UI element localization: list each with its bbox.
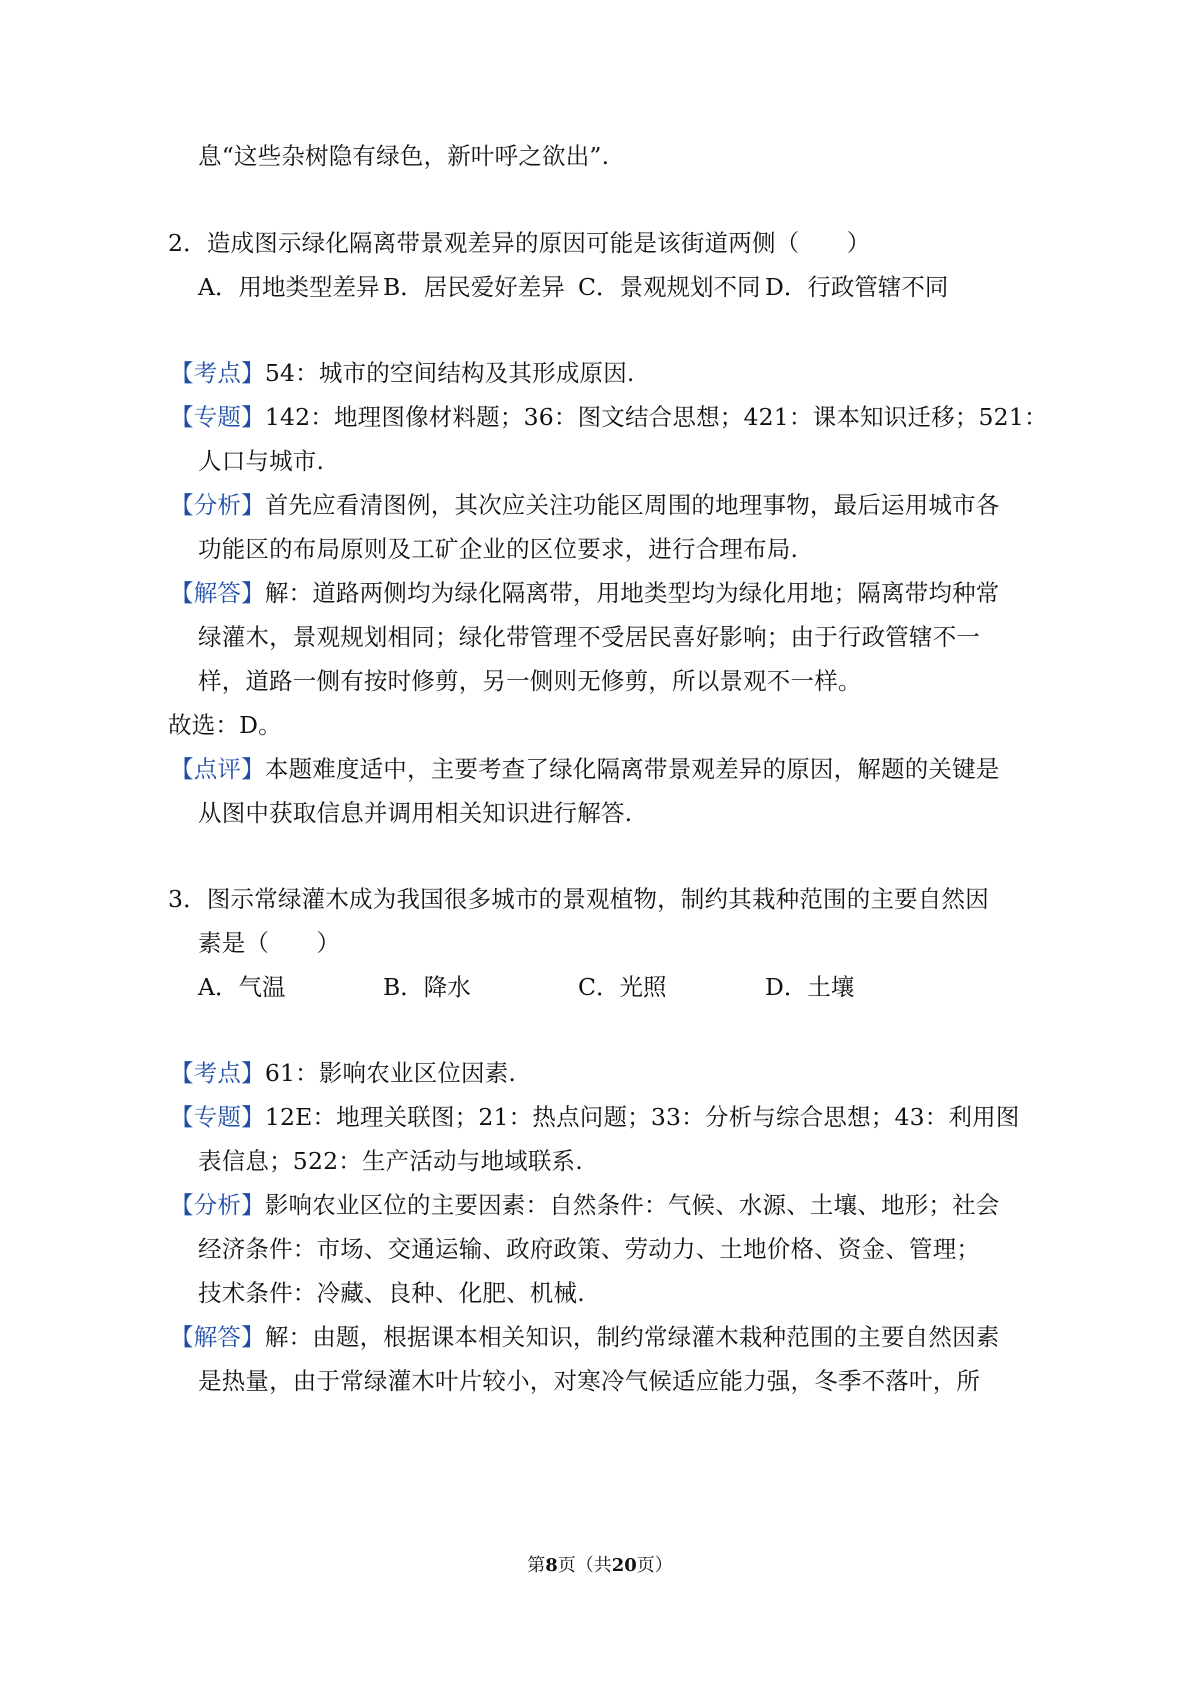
q2-dianping-cont: 从图中获取信息并调用相关知识进行解答. [198,799,633,827]
q3-fenxi [170,1190,1000,1220]
q2-jieda [170,578,1000,608]
q2-stem: 2．造成图示绿化隔离带景观差异的原因可能是该街道两侧（ ） [168,229,871,257]
footer-total-pages: 20 [611,1555,637,1576]
kaodian-tag: 【考点】 [170,359,265,387]
zhuanti-tag: 【专题】 [170,1103,265,1131]
zhuanti-tag: 【专题】 [170,403,265,431]
q2-jieda-cont-1: 绿灌木，景观规划相同；绿化带管理不受居民喜好影响；由于行政管辖不一 [198,623,981,651]
q3-zhuanti-cont: 表信息；522：生产活动与地域联系. [198,1147,583,1175]
q3-option-d: D．土壤 [765,973,855,1001]
q2-fenxi [170,490,1000,520]
q3-option-c: C．光照 [578,973,667,1001]
page-footer [0,1554,1200,1578]
continuation-line: 息“这些杂树隐有绿色，新叶呼之欲出”. [198,142,610,170]
q3-zhuanti [170,1102,1020,1132]
fenxi-tag: 【分析】 [170,491,265,519]
q3-jieda [170,1322,1000,1352]
q2-option-d: D．行政管辖不同 [765,273,949,301]
q2-kaodian [170,358,635,388]
zhuanti-text: 12E：地理关联图；21：热点问题；33：分析与综合思想；43：利用图 [264,1103,1020,1131]
q2-option-b: B．居民爱好差异 [383,273,565,301]
footer-prefix: 第 [527,1555,546,1576]
fenxi-text: 首先应看清图例，其次应关注功能区周围的地理事物，最后运用城市各 [264,491,1000,519]
q2-option-c: C．景观规划不同 [578,273,761,301]
q2-fenxi-cont: 功能区的布局原则及工矿企业的区位要求，进行合理布局. [198,535,799,563]
footer-mid: 页（共 [557,1555,612,1576]
q3-option-b: B．降水 [383,973,471,1001]
jieda-text: 解：由题，根据课本相关知识，制约常绿灌木栽种范围的主要自然因素 [264,1323,1000,1351]
q3-fenxi-cont-2: 技术条件：冷藏、良种、化肥、机械. [198,1279,585,1307]
dianping-text: 本题难度适中，主要考查了绿化隔离带景观差异的原因，解题的关键是 [264,755,1000,783]
q3-stem: 3．图示常绿灌木成为我国很多城市的景观植物，制约其栽种范围的主要自然因 [168,885,989,913]
q3-stem-cont: 素是（ ） [198,929,341,957]
fenxi-tag: 【分析】 [170,1191,265,1219]
q2-zhuanti [170,402,1048,432]
kaodian-tag: 【考点】 [170,1059,265,1087]
fenxi-text: 影响农业区位的主要因素：自然条件：气候、水源、土壤、地形；社会 [264,1191,1000,1219]
q2-option-a: A．用地类型差异 [198,273,380,301]
kaodian-text: 54：城市的空间结构及其形成原因. [264,359,635,387]
jieda-tag: 【解答】 [170,1323,265,1351]
q2-dianping [170,754,1000,784]
q3-fenxi-cont-1: 经济条件：市场、交通运输、政府政策、劳动力、土地价格、资金、管理； [198,1235,981,1263]
footer-page-number: 8 [545,1555,558,1576]
kaodian-text: 61：影响农业区位因素. [264,1059,517,1087]
q2-jieda-cont-2: 样，道路一侧有按时修剪，另一侧则无修剪，所以景观不一样。 [198,667,862,695]
q2-answer: 故选：D。 [168,711,282,739]
q3-option-a: A．气温 [198,973,286,1001]
q3-kaodian [170,1058,516,1088]
jieda-text: 解：道路两侧均为绿化隔离带，用地类型均为绿化用地；隔离带均种常 [264,579,1000,607]
q2-zhuanti-cont: 人口与城市. [198,447,325,475]
q3-jieda-cont: 是热量，由于常绿灌木叶片较小，对寒冷气候适应能力强，冬季不落叶，所 [198,1367,981,1395]
footer-suffix: 页） [636,1555,673,1576]
jieda-tag: 【解答】 [170,579,265,607]
zhuanti-text: 142：地理图像材料题；36：图文结合思想；421：课本知识迁移；521： [264,403,1048,431]
dianping-tag: 【点评】 [170,755,265,783]
